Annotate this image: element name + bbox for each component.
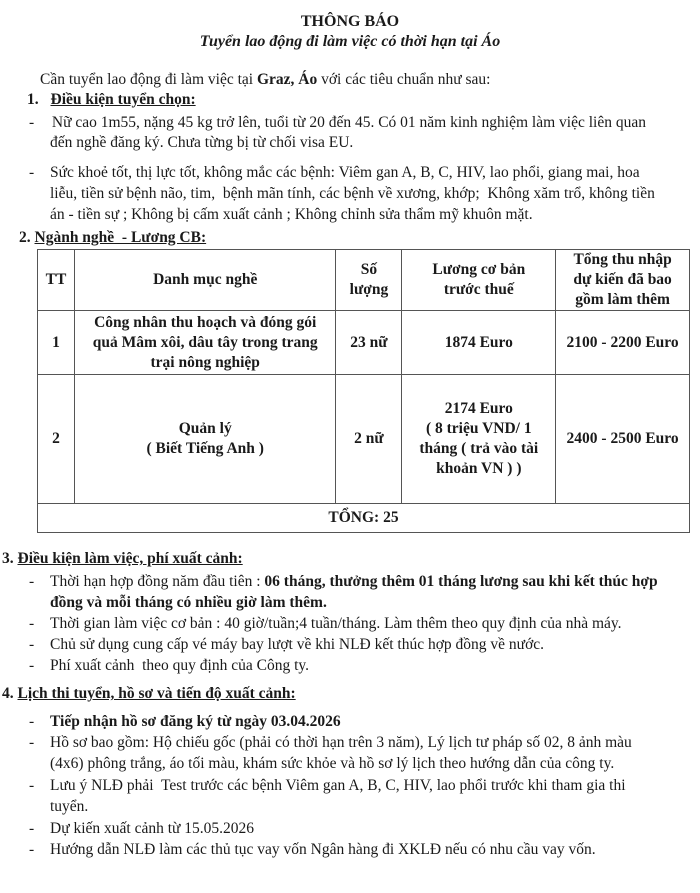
section-title: Điều kiện tuyển chọn: [50,91,196,108]
header-tt: TT [38,250,75,311]
dash-bullet: - [29,820,35,837]
cell-tt: 1 [38,311,75,375]
dash-bullet: - [29,841,35,858]
intro-text: Cần tuyển lao động đi làm việc tại Graz, Áo với các tiêu chuẩn như sau: [40,71,491,88]
section-number: 3. [2,550,14,567]
dash-bullet: - [29,615,35,632]
header-job: Danh mục nghề [74,250,336,311]
table-row [38,375,690,504]
header-quantity: Số lượng [336,250,402,311]
total-label: TỔNG: 25 [38,504,690,533]
header-salary: Lương cơ bản trước thuế [402,250,556,311]
section-number: 1. [27,91,39,108]
document-subtitle: Tuyển lao động đi làm việc có thời hạn tại Áo [199,33,501,50]
cell-salary: 1874 Euro [402,311,556,375]
section-4-heading [2,684,296,704]
document-title: THÔNG BÁO [300,13,400,30]
section-number: 4. [2,685,14,702]
dash-bullet: - [29,573,35,590]
cell-total-income: 2400 - 2500 Euro [556,375,690,504]
cell-total-income: 2100 - 2200 Euro [556,311,690,375]
cell-tt: 2 [38,375,75,504]
section-title: Điều kiện làm việc, phí xuất cảnh: [17,550,243,567]
dash-bullet: - [29,114,35,131]
cell-job: Quản lý ( Biết Tiếng Anh ) [74,375,336,504]
cell-salary: 2174 Euro ( 8 triệu VND/ 1 tháng ( trả vào tài khoản VN ) ) [402,375,556,504]
cell-job: Công nhân thu hoạch và đóng gói quả Mâm xôi, dâu tây trong trang trại nông nghiệp [74,311,336,375]
section-2-heading [19,228,206,248]
section-number: 2. [19,229,31,246]
jobs-table [37,249,690,533]
table-total-row [38,504,690,533]
section-3-heading [2,549,243,569]
cell-quantity: 2 nữ [336,375,402,504]
table-row [38,311,690,375]
dash-bullet: - [29,713,35,730]
section-title: Lịch thi tuyển, hồ sơ và tiến độ xuất cảnh: [17,685,296,702]
dash-bullet: - [29,636,35,653]
section-title: Ngành nghề - Lương CB: [34,229,207,246]
table-header-row [38,250,690,311]
dash-bullet: - [29,734,35,751]
cell-quantity: 23 nữ [336,311,402,375]
section-1-heading [27,90,196,110]
dash-bullet: - [29,777,35,794]
header-total-income: Tổng thu nhập dự kiến đã bao gồm làm thêm [556,250,690,311]
dash-bullet: - [29,164,35,181]
dash-bullet: - [29,657,35,674]
intro-location: Graz, Áo [256,71,318,88]
